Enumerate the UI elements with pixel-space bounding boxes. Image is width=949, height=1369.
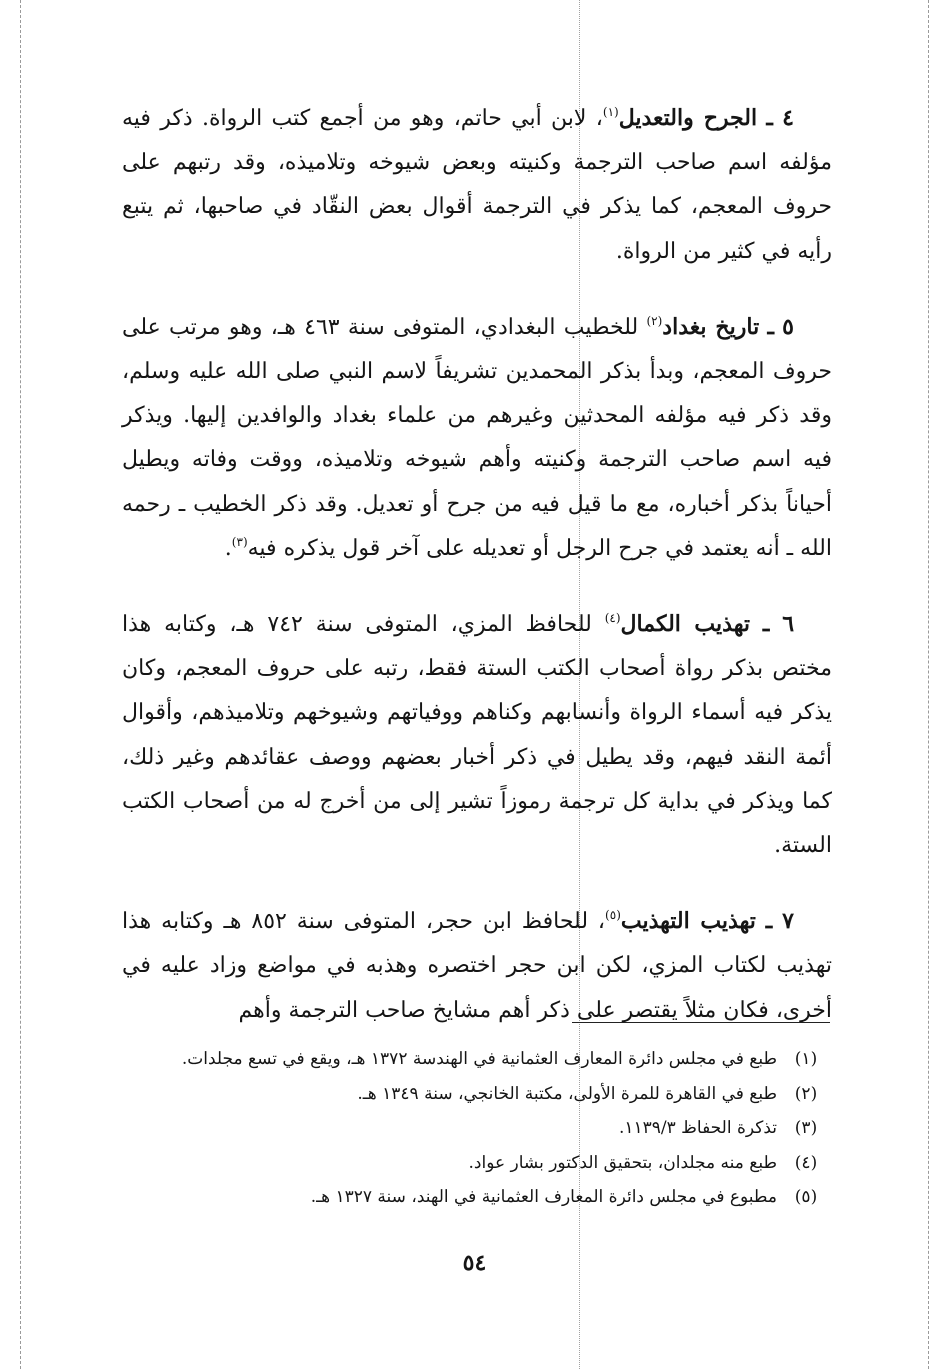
- footnote-text: طبع منه مجلدان، بتحقيق الدكتور بشار عواد.: [468, 1152, 777, 1173]
- entry-title: تهذيب التهذيب: [620, 908, 756, 935]
- entry-tail: .: [224, 535, 232, 561]
- page-number: ٥٤: [462, 1250, 487, 1276]
- entry-7: [122, 899, 832, 1033]
- entry-title: الجرح والتعديل: [618, 105, 758, 131]
- entry-number: ٤: [782, 105, 794, 131]
- entry-4: [122, 96, 832, 274]
- entry-title: تاريخ بغداد: [662, 313, 760, 340]
- entry-text: ، للحافظ ابن حجر، المتوفى سنة ٨٥٢ هـ وكتابه هذا تهذيب لكتاب المزي، لكن ابن حجر اختصره وهذبه في مواضع وزاد عليه في أخرى، فكان مثلاً يقتصر على ذكر أهم مشايخ صاحب الترجمة وأهم: [122, 909, 832, 1023]
- page-edge-right: [928, 0, 929, 1369]
- footnote-text: مطبوع في مجلس دائرة المعارف العثمانية في الهند، سنة ١٣٢٧ هـ.: [310, 1187, 777, 1208]
- footnote-text: طبع في مجلس دائرة المعارف العثمانية في الهندسة ١٣٧٢ هـ، ويقع في تسع مجلدات.: [181, 1049, 777, 1070]
- footnote-number: (١): [794, 1049, 818, 1070]
- footnote-number: (٢): [794, 1083, 818, 1104]
- footnote-3: [130, 1111, 835, 1146]
- footnote-text: طبع في القاهرة للمرة الأولى، مكتبة الخانجي، سنة ١٣٤٩ هـ.: [357, 1083, 777, 1104]
- page-edge-left: [20, 0, 21, 1369]
- footnotes: [130, 1042, 835, 1215]
- entry-dash: ـ: [767, 313, 774, 340]
- footnote-1: [130, 1042, 835, 1077]
- footnote-number: (٥): [794, 1187, 818, 1208]
- footnote-ref[interactable]: (١): [602, 105, 619, 119]
- footnote-2: [130, 1077, 835, 1112]
- entry-text: ، لابن أبي حاتم، وهو من أجمع كتب الرواة. ذكر فيه مؤلفه اسم صاحب الترجمة وكنيته وبعض شيوخه وتلاميذه، وقد رتبهم على حروف المعجم، كما يذكر في الترجمة أقوال بعض النقّاد في صاحبها، ثم يتبع رأيه في كثير من الرواة.: [122, 106, 832, 264]
- entry-number: ٦: [782, 611, 795, 638]
- footnote-text: تذكرة الحفاظ ١١٣٩/٣.: [618, 1118, 777, 1139]
- entry-number: ٥: [782, 313, 794, 340]
- entry-text: للحافظ المزي، المتوفى سنة ٧٤٢ هـ، وكتابه هذا مختص بذكر رواة أصحاب الكتب الستة فقط، رتبه على حروف المعجم، وكان يذكر فيه أسماء الرواة وأنسابهم وكناهم ووفياتهم وشيوخهم وتلاميذهم، وأقوال أئمة النقد فيهم، وقد يطيل في ذكر أخبار بعضهم ووصف عقائدهم وغير ذلك، كما ويذكر في بداية كل ترجمة رموزاً تشير إلى من أخرج له من أصحاب الكتب الستة.: [122, 612, 832, 859]
- footnote-number: (٣): [794, 1118, 818, 1139]
- entry-title: تهذيب الكمال: [620, 611, 750, 638]
- footnote-ref[interactable]: (٤): [604, 611, 621, 626]
- footnote-5: [130, 1180, 835, 1215]
- entry-number: ٧: [782, 908, 794, 935]
- entry-5: [122, 305, 832, 571]
- footnote-separator: [572, 1022, 830, 1023]
- footnote-ref[interactable]: (٣): [231, 534, 248, 549]
- entry-dash: ـ: [766, 105, 773, 131]
- main-text: [122, 96, 832, 1064]
- footnote-ref[interactable]: (٥): [605, 908, 621, 923]
- entry-dash: ـ: [765, 908, 773, 935]
- entry-text: للخطيب البغدادي، المتوفى سنة ٤٦٣ هـ، وهو مرتب على حروف المعجم، وبدأ بذكر المحمدين تشريفاً لاسم النبي صلى الله عليه وسلم، وقد ذكر فيه مؤلفه المحدثين وغيرهم من علماء بغداد والوافدين إليها. ويذكر فيه اسم صاحب الترجمة وكنيته وأهم شيوخه وتلاميذه، ووقت وفاته ويطيل أحياناً بذكر أخباره، مع ما قيل فيه من جرح أو تعديل. وقد ذكر الخطيب ـ رحمه الله ـ أنه يعتمد في جرح الرجل أو تعديله على آخر قول يذكره فيه: [122, 314, 832, 561]
- footnote-4: [130, 1146, 835, 1181]
- entry-dash: ـ: [762, 611, 770, 638]
- footnote-ref[interactable]: (٢): [646, 313, 663, 328]
- entry-6: [122, 602, 832, 868]
- footnote-number: (٤): [794, 1152, 818, 1173]
